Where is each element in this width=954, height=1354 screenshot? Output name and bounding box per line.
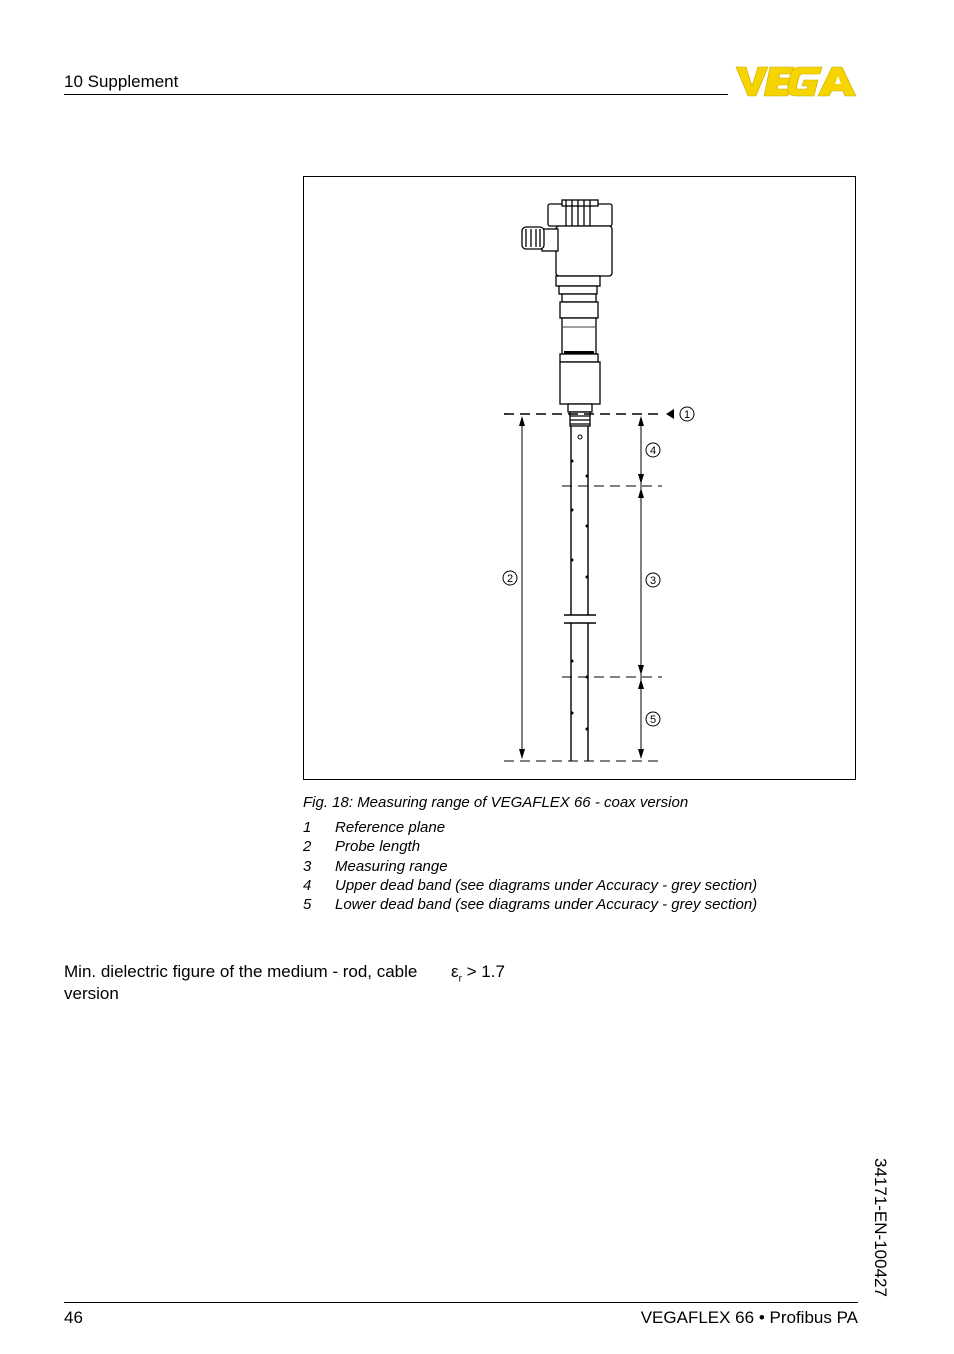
legend-text: Upper dead band (see diagrams under Accuracy - grey section) [335,876,758,894]
spec-value [451,961,505,990]
callout-5 [646,712,660,726]
figure-frame [303,176,856,780]
probe-diagram [304,177,857,781]
section-title: 10 Supplement [64,72,179,91]
legend-item [303,877,757,896]
figure-legend [303,819,757,915]
legend-item [303,858,757,877]
page-number: 46 [64,1308,83,1327]
callout-5-label: 5 [649,714,657,726]
footer-rule [64,1302,858,1303]
callout-3 [646,573,660,587]
legend-number: 1 [303,819,312,836]
callout-1-label: 1 [683,409,691,421]
spec-number: > 1.7 [461,962,505,981]
legend-number: 3 [303,857,312,875]
legend-item [303,896,757,915]
spec-symbol: ε [451,962,459,981]
figure-caption: Fig. 18: Measuring range of VEGAFLEX 66 - coax version [303,794,689,811]
legend-text: Measuring range [335,857,448,875]
legend-text: Probe length [335,838,421,856]
spec-subscript: r [458,973,462,985]
spec-label: Min. dielectric figure of the medium - rod, cable version [64,962,418,1003]
callout-3-label: 3 [649,575,657,587]
legend-item [303,819,757,838]
document-number: 34171-EN-100427 [871,1158,890,1297]
product-name: VEGAFLEX 66 • Profibus PA [640,1308,858,1327]
legend-text: Reference plane [335,819,446,836]
callout-2-label: 2 [506,573,514,585]
legend-text: Lower dead band (see diagrams under Accuracy - grey section) [335,896,758,914]
callout-2 [503,571,517,585]
callout-4-label: 4 [649,445,657,457]
legend-number: 4 [303,876,312,894]
legend-number: 2 [303,838,312,856]
legend-number: 5 [303,896,312,914]
callout-1 [680,407,694,421]
header-rule [64,94,728,95]
callout-4 [646,443,660,457]
vega-logo [734,64,858,98]
legend-item [303,838,757,857]
